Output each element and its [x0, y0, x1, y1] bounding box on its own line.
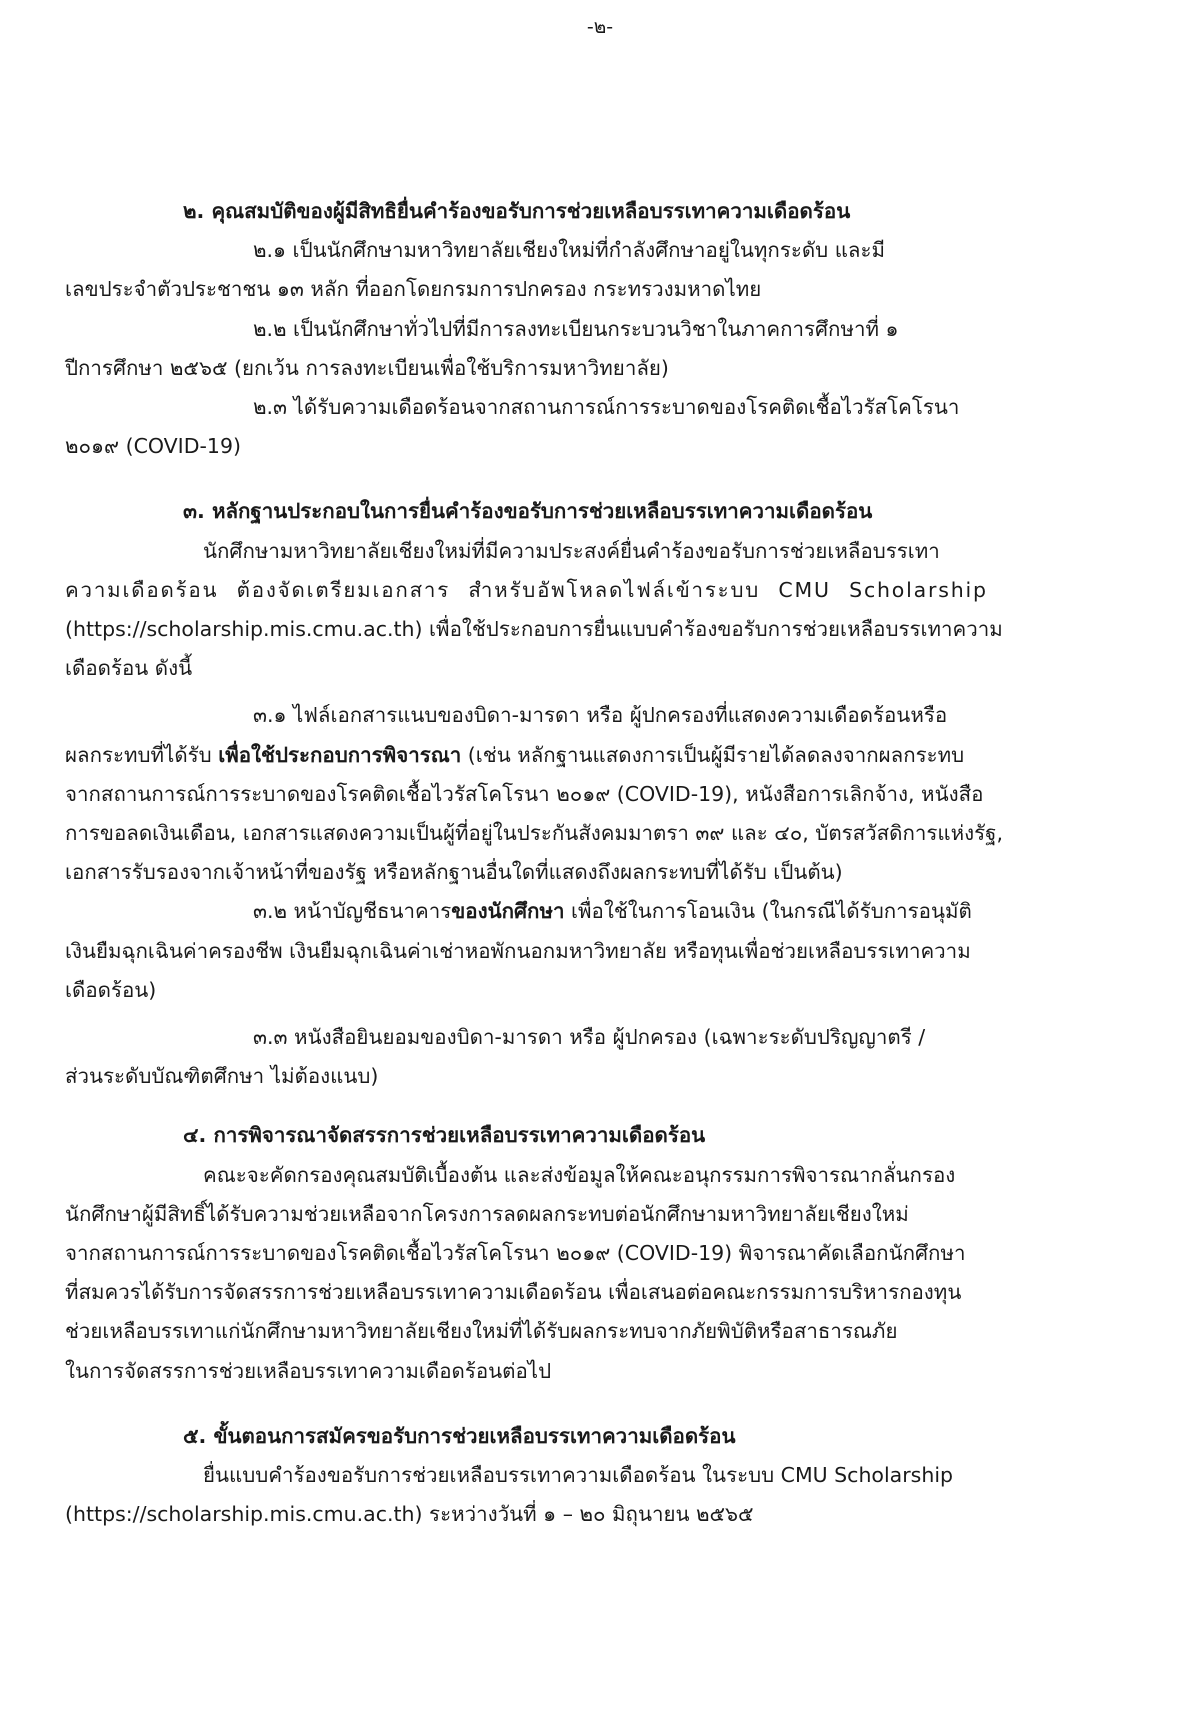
section-5-line-2: (https://scholarship.mis.cmu.ac.th) ระหว่างวันที่ ๑ – ๒๐ มิถุนายน ๒๕๖๕	[65, 1502, 754, 1527]
page-number: -๒-	[586, 16, 614, 38]
section-4-body	[65, 1156, 1041, 1391]
item-2-3-line-2: ๒๐๑๙ (COVID-19)	[65, 434, 241, 459]
section-3-intro-line-1: นักศึกษามหาวิทยาลัยเชียงใหม่ที่มีความประสงค์ยื่นคำร้องขอรับการช่วยเหลือบรรเทา	[203, 538, 940, 563]
item-3-1-line-3: จากสถานการณ์การระบาดของโรคติดเชื้อไวรัสโคโรนา ๒๐๑๙ (COVID-19), หนังสือการเลิกจ้าง, หนังสือ	[65, 781, 984, 806]
item-2-1-line-2: เลขประจำตัวประชาชน ๑๓ หลัก ที่ออกโดยกรมการปกครอง กระทรวงมหาดไทย	[65, 277, 762, 302]
section-3-heading: ๓. หลักฐานประกอบในการยื่นคำร้องขอรับการช่วยเหลือบรรเทาความเดือดร้อน	[183, 499, 873, 524]
section-5-body	[65, 1456, 1041, 1534]
item-3-2-line-3: เดือดร้อน)	[65, 977, 157, 1002]
section-4-line-4: ที่สมควรได้รับการจัดสรรการช่วยเหลือบรรเทาความเดือดร้อน เพื่อเสนอต่อคณะกรรมการบริหารกองทุน	[65, 1280, 962, 1305]
item-3-3-line-2: ส่วนระดับบัณฑิตศึกษา ไม่ต้องแนบ)	[65, 1064, 379, 1089]
section-4-line-3: จากสถานการณ์การระบาดของโรคติดเชื้อไวรัสโคโรนา ๒๐๑๙ (COVID-19) พิจารณาคัดเลือกนักศึกษา	[65, 1241, 966, 1266]
item-2-3-line-1: ๒.๓ ได้รับความเดือดร้อนจากสถานการณ์การระบาดของโรคติดเชื้อไวรัสโคโรนา	[253, 395, 960, 420]
section-3-intro-line-3: (https://scholarship.mis.cmu.ac.th) เพื่อใช้ประกอบการยื่นแบบคำร้องขอรับการช่วยเหลือบรรเทาความ	[65, 617, 1003, 642]
item-2-1-line-1: ๒.๑ เป็นนักศึกษามหาวิทยาลัยเชียงใหม่ที่กำลังศึกษาอยู่ในทุกระดับ และมี	[253, 238, 885, 263]
section-2-heading: ๒. คุณสมบัติของผู้มีสิทธิยื่นคำร้องขอรับการช่วยเหลือบรรเทาความเดือดร้อน	[183, 199, 851, 223]
document-body	[65, 192, 1041, 1535]
item-3-3	[65, 1018, 1041, 1096]
item-3-1-line-4: การขอลดเงินเดือน, เอกสารแสดงความเป็นผู้ที่อยู่ในประกันสังคมมาตรา ๓๙ และ ๔๐, บัตรสวัสดิการแห่งรัฐ,	[65, 821, 1003, 846]
item-2-1	[65, 231, 1041, 309]
item-3-1-line-2-pre: ผลกระทบที่ได้รับ	[65, 742, 219, 767]
item-2-2	[65, 310, 1041, 388]
section-4-heading: ๔. การพิจารณาจัดสรรการช่วยเหลือบรรเทาความเดือดร้อน	[183, 1123, 706, 1148]
item-3-2-line-2: เงินยืมฉุกเฉินค่าครองชีพ เงินยืมฉุกเฉินค่าเช่าหอพักนอกมหาวิทยาลัย หรือทุนเพื่อช่วยเหลือบรรเทาความ	[65, 938, 971, 963]
item-3-2-emphasis: ของนักศึกษา	[451, 899, 565, 924]
item-3-1-line-2-post: (เช่น หลักฐานแสดงการเป็นผู้มีรายได้ลดลงจากผลกระทบ	[461, 742, 965, 767]
section-5-line-1: ยื่นแบบคำร้องขอรับการช่วยเหลือบรรเทาความเดือดร้อน ในระบบ CMU Scholarship	[203, 1463, 954, 1488]
item-2-2-line-1: ๒.๒ เป็นนักศึกษาทั่วไปที่มีการลงทะเบียนกระบวนวิชาในภาคการศึกษาที่ ๑	[253, 316, 899, 341]
item-3-1-line-1: ๓.๑ ไฟล์เอกสารแนบของบิดา-มารดา หรือ ผู้ปกครองที่แสดงความเดือดร้อนหรือ	[253, 703, 948, 728]
item-2-3	[65, 388, 1041, 466]
section-5-heading: ๕. ขั้นตอนการสมัครขอรับการช่วยเหลือบรรเทาความเดือดร้อน	[183, 1423, 736, 1448]
item-3-1-line-2	[65, 736, 1041, 775]
section-4-line-5: ช่วยเหลือบรรเทาแก่นักศึกษามหาวิทยาลัยเชียงใหม่ที่ได้รับผลกระทบจากภัยพิบัติหรือสาธารณภัย	[65, 1319, 898, 1344]
section-4-line-2: นักศึกษาผู้มีสิทธิ์ได้รับความช่วยเหลือจากโครงการลดผลกระทบต่อนักศึกษามหาวิทยาลัยเชียงใหม่	[65, 1201, 909, 1226]
section-3-intro	[65, 532, 1041, 689]
section-4-line-6: ในการจัดสรรการช่วยเหลือบรรเทาความเดือดร้อนต่อไป	[65, 1358, 552, 1383]
item-2-2-line-2: ปีการศึกษา ๒๕๖๕ (ยกเว้น การลงทะเบียนเพื่อใช้บริการมหาวิทยาลัย)	[65, 355, 669, 380]
section-3-intro-line-2: ความเดือดร้อน ต้องจัดเตรียมเอกสาร สำหรับอัพโหลดไฟล์เข้าระบบ CMU Scholarship	[65, 577, 988, 602]
section-3-intro-line-4: เดือดร้อน ดังนี้	[65, 656, 193, 681]
section-4-line-1: คณะจะคัดกรองคุณสมบัติเบื้องต้น และส่งข้อมูลให้คณะอนุกรรมการพิจารณากลั่นกรอง	[203, 1162, 956, 1187]
item-3-2-line-1-pre: ๓.๒ หน้าบัญชีธนาคาร	[253, 899, 452, 924]
item-3-1	[65, 696, 1041, 892]
item-3-2-line-1-post: เพื่อใช้ในการโอนเงิน (ในกรณีได้รับการอนุมัติ	[564, 899, 972, 924]
item-3-1-emphasis: เพื่อใช้ประกอบการพิจารณา	[218, 742, 462, 767]
item-3-2	[65, 892, 1041, 1010]
item-3-1-line-5: เอกสารรับรองจากเจ้าหน้าที่ของรัฐ หรือหลักฐานอื่นใดที่แสดงถึงผลกระทบที่ได้รับ เป็นต้น)	[65, 860, 843, 885]
item-3-2-line-1	[65, 892, 1041, 931]
item-3-3-line-1: ๓.๓ หนังสือยินยอมของบิดา-มารดา หรือ ผู้ปกครอง (เฉพาะระดับปริญญาตรี /	[253, 1025, 926, 1050]
